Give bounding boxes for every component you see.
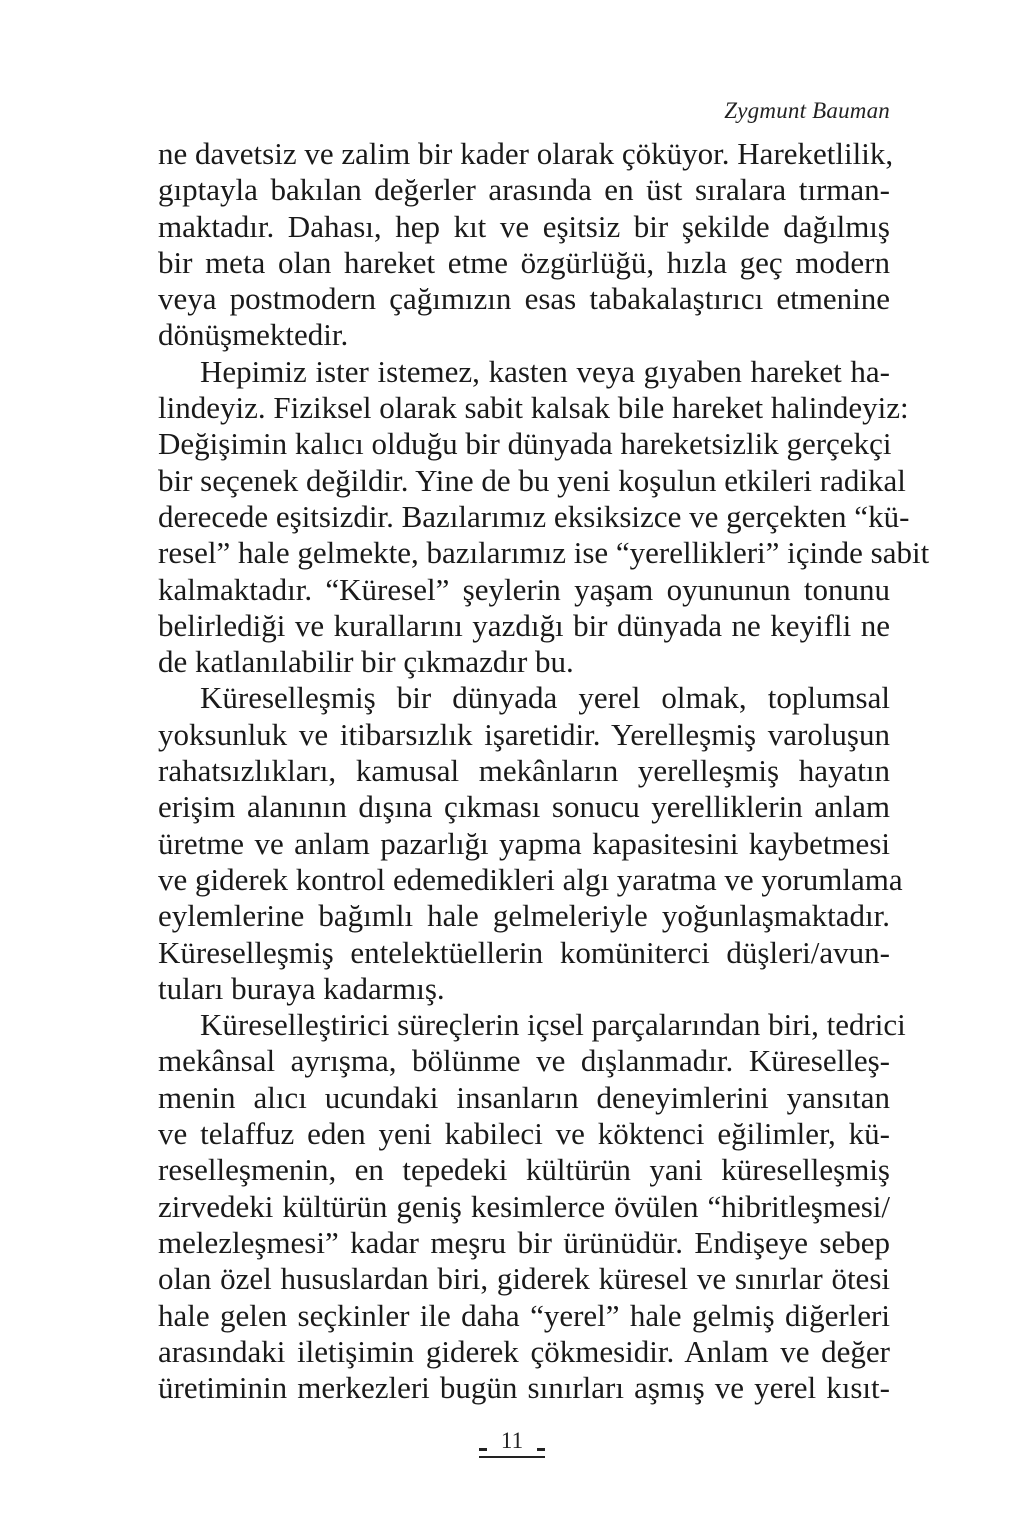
text-line: eylemlerine bağımlı hale gelmeleriyle yoğunlaşmaktadır. xyxy=(158,898,890,934)
text-line: de katlanılabilir bir çıkmazdır bu. xyxy=(158,644,574,680)
text-line: bir meta olan hareket etme özgürlüğü, hızla geç modern xyxy=(158,244,890,280)
page-folio xyxy=(0,1428,1024,1454)
text-line: hale gelen seçkinler ile daha “yerel” hale gelmiş diğerleri xyxy=(158,1297,890,1333)
text-line: ne davetsiz ve zalim bir kader olarak çöküyor. Hareketlilik, xyxy=(158,136,894,171)
text-line: melezleşmesi” kadar meşru bir ürünüdür. Endişeye sebep xyxy=(158,1224,890,1260)
text-line: gıptayla bakılan değerler arasında en üst sıralara tırman- xyxy=(158,172,890,208)
text-line: maktadır. Dahası, hep kıt ve eşitsiz bir şekilde dağılmış xyxy=(158,208,890,244)
text-line: erişim alanının dışına çıkması sonucu yerelliklerin anlam xyxy=(158,789,890,825)
page-number-box xyxy=(479,1428,545,1454)
text-line: Küreselleştirici süreçlerin içsel parçalarından biri, tedrici xyxy=(200,1007,906,1043)
text-line: ve giderek kontrol edemedikleri algı yaratma ve yorumlama xyxy=(158,861,903,897)
text-line: zirvedeki kültürün geniş kesimlerce övülen “hibritleşmesi/ xyxy=(158,1188,890,1224)
text-line: Küreselleşmiş entelektüellerin komüniterci düşleri/avun- xyxy=(158,934,890,970)
text-line: ve telaffuz eden yeni kabileci ve köktenci eğilimler, kü- xyxy=(158,1116,890,1152)
text-line: derecede eşitsizdir. Bazılarımız eksiksizce ve gerçekten “kü- xyxy=(158,498,910,534)
page-number: 11 xyxy=(500,1428,524,1453)
text-line: bir seçenek değildir. Yine de bu yeni koşulun etkileri radikal xyxy=(158,462,906,498)
text-line: belirlediği ve kurallarını yazdığı bir dünyada ne keyifli ne xyxy=(158,607,890,643)
text-line: resel” hale gelmekte, bazılarımız ise “yerellikleri” içinde sabit xyxy=(158,535,930,571)
body-text xyxy=(158,136,930,1406)
text-line: Küreselleşmiş bir dünyada yerel olmak, toplumsal xyxy=(200,680,890,716)
folio-left-tick xyxy=(479,1448,487,1451)
folio-underline xyxy=(479,1456,545,1458)
text-line: mekânsal ayrışma, bölünme ve dışlanmadır. Küreselleş- xyxy=(158,1043,890,1079)
text-line: tuları buraya kadarmış. xyxy=(158,970,445,1006)
text-line: Hepimiz ister istemez, kasten veya gıyaben hareket ha- xyxy=(200,353,890,389)
text-line: üretiminin merkezleri bugün sınırları aşmış ve yerel kısıt- xyxy=(158,1370,890,1406)
folio-right-tick xyxy=(537,1448,545,1451)
text-line: olan özel hususlardan biri, giderek küresel ve sınırlar ötesi xyxy=(158,1261,890,1297)
text-line: arasındaki iletişimin giderek çökmesidir. Anlam ve değer xyxy=(158,1333,890,1369)
text-line: lindeyiz. Fiziksel olarak sabit kalsak bile hareket halindeyiz: xyxy=(158,390,909,426)
text-line: Değişimin kalıcı olduğu bir dünyada hareketsizlik gerçekçi xyxy=(158,426,892,462)
text-line: veya postmodern çağımızın esas tabakalaştırıcı etmenine xyxy=(158,281,890,317)
text-line: menin alıcı ucundaki insanların deneyimlerini yansıtan xyxy=(158,1079,890,1115)
running-header-author: Zygmunt Bauman xyxy=(724,98,890,123)
text-line: reselleşmenin, en tepedeki kültürün yani küreselleşmiş xyxy=(158,1152,890,1188)
text-line: rahatsızlıkları, kamusal mekânların yerelleşmiş hayatın xyxy=(158,753,890,789)
text-line: dönüşmektedir. xyxy=(158,317,349,353)
text-line: kalmaktadır. “Küresel” şeylerin yaşam oyununun tonunu xyxy=(158,571,890,607)
text-line: yoksunluk ve itibarsızlık işaretidir. Yerelleşmiş varoluşun xyxy=(158,716,890,752)
text-line: üretme ve anlam pazarlığı yapma kapasitesini kaybetmesi xyxy=(158,825,890,861)
